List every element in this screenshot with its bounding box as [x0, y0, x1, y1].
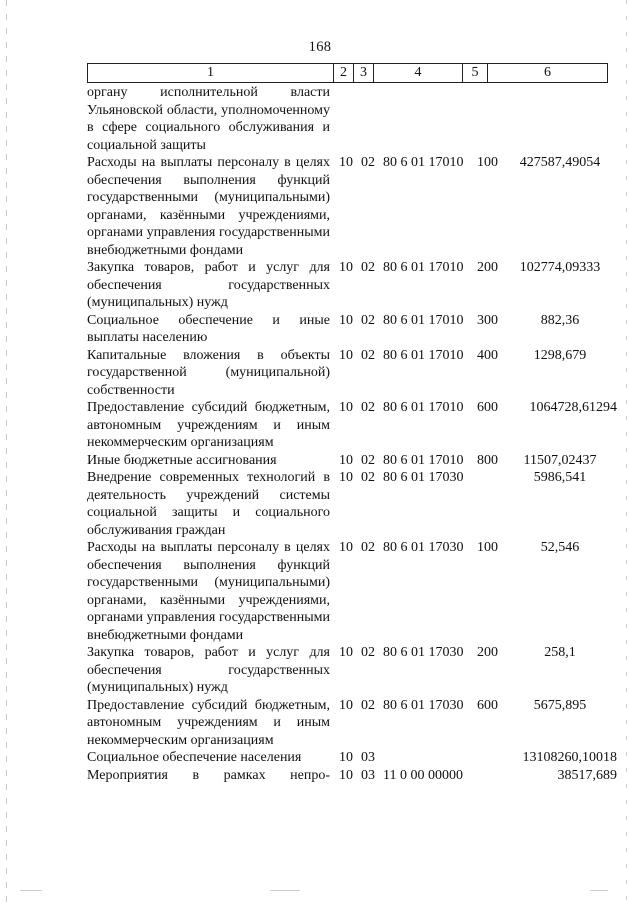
row-expense-type: 200: [477, 260, 498, 275]
table-row: [87, 749, 617, 767]
row-name: Предоставление субсидий бюджетным, автономным учреждениям и иным некоммерческим организациям: [87, 697, 330, 748]
row-amount: 52,546: [540, 540, 580, 555]
row-subsection: [353, 84, 375, 154]
row-section: 10: [339, 540, 353, 555]
row-name: Социальное обеспечение населения: [87, 750, 302, 765]
scan-artifact: [270, 890, 300, 891]
row-subsection: 02: [361, 155, 375, 170]
row-target-article: 80 6 01 17030: [383, 645, 464, 660]
row-amount: 102774,09333: [519, 260, 601, 275]
table-row: [87, 347, 617, 400]
row-subsection: 02: [361, 400, 375, 415]
scan-artifact: [20, 890, 42, 891]
row-amount: 5675,895: [533, 697, 587, 713]
row-expense-type: 400: [477, 347, 498, 363]
row-amount: 38517,689: [557, 767, 617, 783]
row-section: 10: [339, 767, 353, 783]
row-target-article: 80 6 01 17010: [383, 347, 464, 363]
scan-artifact: [590, 890, 608, 891]
row-subsection: 02: [361, 260, 375, 275]
row-subsection: 02: [361, 470, 375, 485]
row-name: Закупка товаров, работ и услуг для обеспечения государственных (муниципальных) нужд: [87, 260, 330, 310]
table-row: [87, 399, 617, 452]
row-section: 10: [339, 155, 353, 170]
table-row: [87, 259, 617, 312]
row-name: Капитальные вложения в объекты государственной (муниципальной) собственности: [87, 347, 330, 398]
row-name: Предоставление субсидий бюджетным, автономным учреждениям и иным некоммерческим организациям: [87, 400, 330, 450]
row-subsection: 02: [361, 697, 375, 713]
table-row: [87, 452, 617, 470]
row-expense-type: 800: [477, 452, 498, 468]
row-section: 10: [339, 697, 353, 713]
row-expense-type: 100: [477, 540, 498, 555]
row-name: органу исполнительной власти Ульяновской области, уполномоченному в сфере социального обслуживания и социальной защиты: [87, 85, 330, 153]
row-subsection: 02: [361, 452, 375, 468]
table-row: [87, 469, 617, 539]
row-name: Социальное обеспечение и иные выплаты населению: [87, 312, 330, 345]
table-row: [87, 154, 617, 259]
row-amount: 5986,541: [533, 470, 587, 485]
row-expense-type: 600: [477, 697, 498, 713]
row-amount: 11507,02437: [523, 452, 597, 468]
row-expense-type: [477, 749, 503, 767]
row-amount: 427587,49054: [519, 155, 601, 170]
row-target-article: 80 6 01 17030: [383, 540, 464, 555]
header-col-5: 5: [463, 64, 488, 82]
row-expense-type: 300: [477, 312, 498, 328]
header-col-2: 2: [334, 64, 354, 82]
row-name: Закупка товаров, работ и услуг для обеспечения государственных (муниципальных) нужд: [87, 645, 330, 695]
row-name: Расходы на выплаты персоналу в целях обеспечения выполнения функций государственными (муниципальными) органами, казёнными учреждениями, органами управления государственными внебюджетными фондами: [87, 540, 330, 643]
row-section: 10: [339, 400, 353, 415]
row-target-article: 80 6 01 17010: [383, 452, 464, 468]
row-target-article: [375, 84, 477, 154]
row-name: Мероприятия в рамках непро-: [87, 767, 330, 783]
row-name: Расходы на выплаты персоналу в целях обеспечения выполнения функций государственными (муниципальными) органами, казёнными учреждениями, органами управления государственными внебюджетными фондами: [87, 155, 330, 258]
header-col-3: 3: [354, 64, 374, 82]
row-amount: 258,1: [544, 645, 576, 660]
row-amount: 1298,679: [533, 347, 587, 363]
row-amount: 13108260,10018: [522, 750, 617, 765]
row-expense-type: 100: [477, 155, 498, 170]
header-col-4: 4: [374, 64, 463, 82]
row-expense-type: [477, 469, 503, 539]
table-row: [87, 539, 617, 644]
row-section: 10: [339, 347, 353, 363]
table-row: [87, 84, 617, 154]
row-amount: 882,36: [540, 312, 580, 328]
header-col-1: 1: [88, 64, 334, 82]
row-section: 10: [339, 645, 353, 660]
row-expense-type: [477, 767, 503, 785]
row-section: 10: [339, 750, 353, 765]
row-target-article: 80 6 01 17030: [383, 470, 464, 485]
row-amount: 1064728,61294: [529, 400, 617, 415]
row-target-article: 80 6 01 17010: [383, 400, 464, 415]
header-col-6: 6: [544, 65, 551, 80]
row-target-article: [375, 749, 477, 767]
page-number: 168: [308, 39, 332, 55]
row-section: 10: [339, 260, 353, 275]
row-expense-type: 600: [477, 400, 498, 415]
scan-bottom-edge: [0, 880, 640, 905]
table-row: [87, 644, 617, 697]
row-subsection: 02: [361, 645, 375, 660]
row-subsection: 02: [361, 540, 375, 555]
row-subsection: 03: [361, 767, 375, 783]
scan-right-edge: [626, 0, 627, 905]
row-section: 10: [339, 470, 353, 485]
row-amount: [503, 84, 617, 154]
row-target-article: 80 6 01 17010: [383, 312, 464, 328]
table-row: [87, 767, 617, 785]
row-target-article: 80 6 01 17010: [383, 260, 464, 275]
scan-left-edge: [6, 0, 7, 905]
row-target-article: 11 0 00 00000: [383, 767, 463, 783]
row-name: Иные бюджетные ассигнования: [87, 452, 277, 468]
row-expense-type: 200: [477, 645, 498, 660]
row-section: [333, 84, 353, 154]
row-subsection: 03: [361, 750, 375, 765]
budget-table-body: [87, 84, 617, 784]
row-section: 10: [339, 452, 353, 468]
table-row: [87, 312, 617, 347]
row-target-article: 80 6 01 17030: [383, 697, 464, 713]
row-subsection: 02: [361, 347, 375, 363]
row-expense-type: [477, 84, 503, 154]
row-name: Внедрение современных технологий в деятельность учреждений системы социальной защиты и социального обслуживания граждан: [87, 470, 330, 538]
table-row: [87, 697, 617, 750]
table-header: [87, 63, 608, 83]
row-section: 10: [339, 312, 353, 328]
row-target-article: 80 6 01 17010: [383, 155, 464, 170]
row-subsection: 02: [361, 312, 375, 328]
